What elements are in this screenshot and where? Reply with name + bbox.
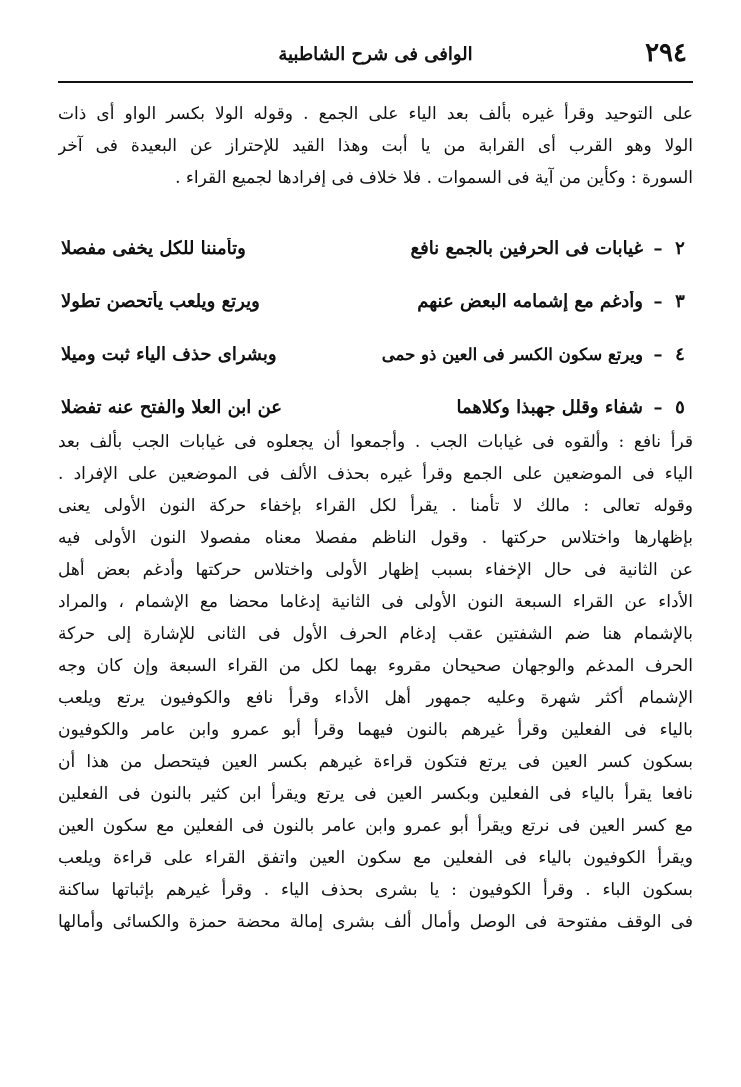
verse-number: ٢ xyxy=(675,238,685,259)
verse xyxy=(58,328,693,381)
header-rule xyxy=(58,81,693,83)
page-number: ٢٩٤ xyxy=(645,38,687,68)
text-line: فى الوقف مفتوحة فى الوصل وأمال ألف بشرى إمالة محضة حمزة والكسائى وأمالها xyxy=(58,912,693,932)
text-line: الحرف المدغم والوجهان صحيحان مقروء بهما لكل من القراء السبعة وإن كان وجه xyxy=(58,656,693,676)
verse-first-hemistich: شفاء وقلل جهبذا وكلاهما xyxy=(456,397,643,418)
poem-verses xyxy=(58,222,693,434)
verse xyxy=(58,222,693,275)
text-line: بسكون كسر العين فى يرتع فتكون قراءة غيرهم بكسر العين فيتحصل من هذا أن xyxy=(58,752,693,772)
text-line: مع كسر العين فى نرتع ويقرأ أبو عمرو وابن عامر بالنون فى الفعلين مع سكون العين xyxy=(58,816,693,836)
verse-second-hemistich: وبشراى حذف الياء ثبت وميلا xyxy=(61,344,277,365)
text-line: نافعا يقرأ بالياء فى الفعلين وبكسر العين فى يرتع ويقرأ ابن كثير بالنون فى الفعلين xyxy=(58,784,693,804)
text-line: بالياء فى الفعلين وقرأ غيرهم بالنون فيهما وقرأ أبو عمرو وابن عامر والكوفيون xyxy=(58,720,693,740)
verse-second-hemistich: عن ابن العلا والفتح عنه تفضلا xyxy=(61,397,283,418)
verse-first-hemistich: وأدغم مع إشمامه البعض عنهم xyxy=(417,291,643,312)
text-line: وقوله تعالى : مالك لا تأمنا . يقرأ لكل القراء بإخفاء حركة النون الأولى يعنى xyxy=(58,496,693,516)
verse-first-hemistich: غيابات فى الحرفين بالجمع نافع xyxy=(410,238,643,259)
verse-number: ٤ xyxy=(675,344,685,365)
intro-paragraph xyxy=(58,98,693,194)
verse-second-hemistich: ويرتع ويلعب يأتحصن تطولا xyxy=(61,291,260,312)
text-line: الأداء عن القراء السبعة النون الأولى فى الثانية إدغاما محضا مع الإشمام ، والمراد xyxy=(58,592,693,612)
text-line: عن الثانية فى حال الإخفاء بسبب إظهار الأولى واختلاس حركتها وأدغم بعض أهل xyxy=(58,560,693,580)
text-line: بسكون الباء . وقرأ الكوفيون : يا بشرى بحذف الياء . وقرأ غيرهم بإثباتها ساكنة xyxy=(58,880,693,900)
page-header xyxy=(58,38,693,72)
text-line: السورة : وكأين من آية فى السموات . فلا خلاف فى إفرادها لجميع القراء . xyxy=(175,168,693,188)
commentary-paragraph xyxy=(58,426,693,938)
text-line: بالإشمام هنا ضم الشفتين عقب إدغام الحرف الأول فى الثانى للإشارة إلى حركة xyxy=(58,624,693,644)
running-title: الوافى فى شرح الشاطبية xyxy=(278,44,473,65)
text-line: بإظهارها واختلاس حركتها . وقول الناظم مفصلا معناه مفصولا النون الأولى فيه xyxy=(58,528,693,548)
verse-dash: – xyxy=(653,291,663,312)
text-line: الولا وهو القرب أى القرابة من يا أبت وهذا القيد للإحتراز عن البعيدة فى آخر xyxy=(58,136,693,156)
text-line: الياء فى الموضعين على الجمع وقرأ غيره بحذف الألف فى الموضعين على الإفراد . xyxy=(58,464,693,484)
verse-number: ٣ xyxy=(675,291,685,312)
verse-second-hemistich: وتأمننا للكل يخفى مفصلا xyxy=(61,238,246,259)
verse-number: ٥ xyxy=(675,397,685,418)
text-line: قرأ نافع : وألقوه فى غيابات الجب . وأجمعوا أن يجعلوه فى غيابات الجب بألف بعد xyxy=(58,432,693,452)
verse-dash: – xyxy=(653,344,663,365)
text-line: ويقرأ الكوفيون بالياء فى الفعلين مع سكون العين واتفق القراء على قراءة ويلعب xyxy=(58,848,693,868)
text-line: على التوحيد وقرأ غيره بألف بعد الياء على الجمع . وقوله الولا بكسر الواو أى ذات xyxy=(58,104,693,124)
verse-first-hemistich: ويرتع سكون الكسر فى العين ذو حمى xyxy=(381,345,643,364)
verse-dash: – xyxy=(653,397,663,418)
verse xyxy=(58,275,693,328)
text-line: الإشمام أكثر شهرة وعليه جمهور أهل الأداء وقرأ نافع والكوفيون يرتع ويلعب xyxy=(58,688,693,708)
verse-dash: – xyxy=(653,238,663,259)
